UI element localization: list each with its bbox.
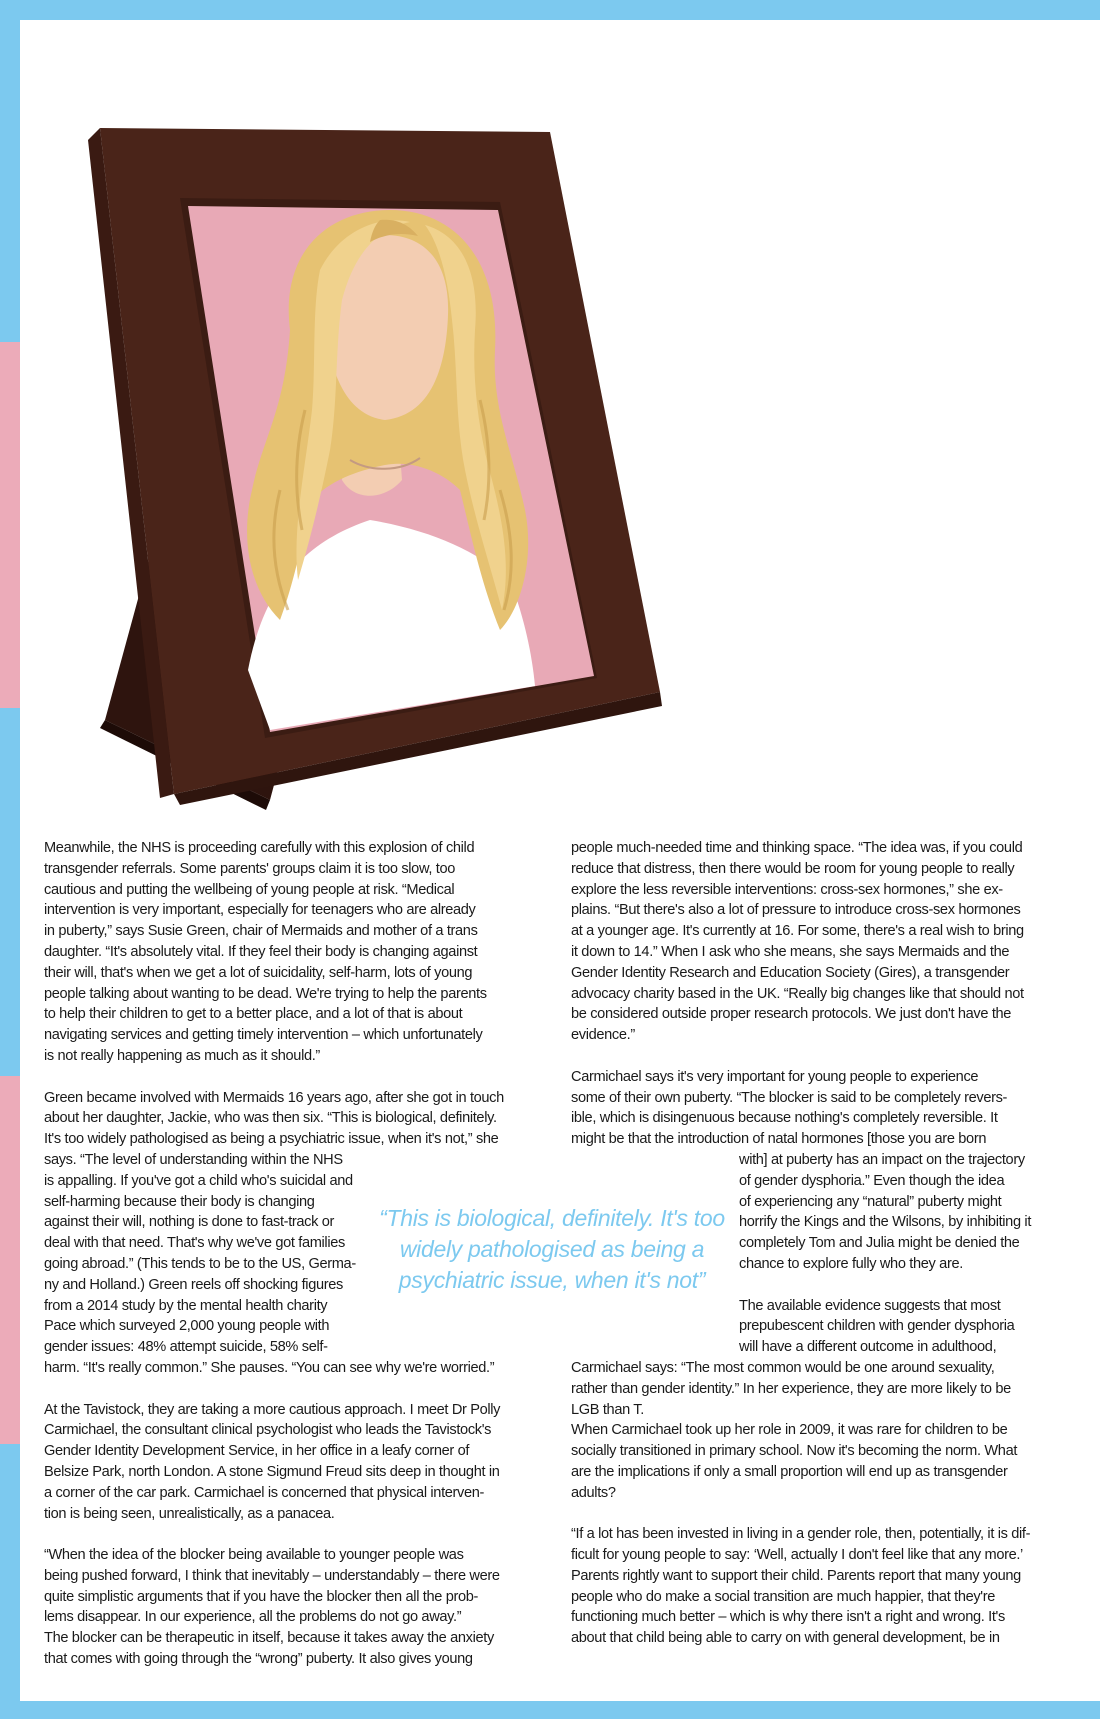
text-line: chance to explore fully who they are. [739, 1255, 963, 1272]
text-line: LGB than T. [571, 1401, 644, 1418]
text-line: of experiencing any “natural” puberty might [739, 1193, 1002, 1210]
article-paragraph: Green became involved with Mermaids 16 years ago, after she got in touch about her daughter, Jackie, who was then six. “This is biological, definitely. It's too widely pathologised as being a psychiatric issue, when it's not,” she says. “The level of understanding within the NHS is appalling. If you've got a child who's suicidal and self-harming because their body is changing against their will, nothing is done to fast-track or deal with that need. That's why we've got families going abroad.” (This tends to be to the US, Germa- ny and Holland.) Green reels off shocking figures from a 2014 study by the mental health charity Pace which surveyed 2,000 young people with gender issues: 48% attempt suicide, 58% self- harm. “It's really common.” She pauses. “You can see why we're worried.” [44, 1089, 504, 1376]
text-line: of gender dysphoria.” Even though the idea [739, 1172, 1005, 1189]
text-line: The available evidence suggests that most [739, 1297, 1001, 1314]
text-line: are the implications if only a small proportion will end up as transgender [571, 1463, 1008, 1480]
article-paragraph [571, 1296, 1058, 1504]
text-line: completely Tom and Julia might be denied the [739, 1235, 1020, 1252]
article-paragraph: “If a lot has been invested in living in a gender role, then, potentially, it is dif- ficult for young people to say: ‘Well, actually I don't feel like that any more.’ Parents rightly want to support their child. Parents report that many young people who do make a social transition are much happier, that they're functioning much better – which is why there isn't a right and wrong. It's about that child being able to carry on with general development, be in [571, 1526, 1031, 1647]
article-paragraph: At the Tavistock, they are taking a more cautious approach. I meet Dr Polly Carmichael, the consultant clinical psychologist who leads the Tavistock's Gender Identity Development Service, in her office in a leafy corner of Belsize Park, north London. A stone Sigmund Freud sits deep in thought in a corner of the car park. Carmichael is concerned that physical interven- tion is being seen, unrealistically, as a panacea. [44, 1401, 501, 1522]
text-line: Carmichael says: “The most common would be one around sexuality, [571, 1359, 995, 1376]
text-line: prepubescent children with gender dysphoria [739, 1318, 1015, 1335]
article-paragraph: “When the idea of the blocker being available to younger people was being pushed forward, I think that inevitably – understandably – there were quite simplistic arguments that if you have the blocker then all the prob- lems disappear. In our experience, all the problems do not go away.” The blocker can be therapeutic in itself, because it takes away the anxiety that comes with going through the “wrong” puberty. It also gives young [44, 1547, 500, 1668]
text-line: some of their own puberty. “The blocker is said to be completely revers- [571, 1089, 1008, 1106]
article-paragraph: Meanwhile, the NHS is proceeding carefully with this explosion of child transgender referrals. Some parents' groups claim it is too slow, too cautious and putting the wellbeing of young people at risk. “Medical intervention is very important, especially for teenagers who are already in puberty,” says Susie Green, chair of Mermaids and mother of a trans daughter. “It's absolutely vital. If they feel their body is changing against their will, that's when we get a lot of suicidality, self-harm, lots of young people talking about wanting to be dead. We're trying to help the parents to help their children to get to a better place, and a lot of that is about navigating services and getting timely intervention – which unfortunately is not really happening as much as it should.” [44, 840, 487, 1064]
article-paragraph: people much-needed time and thinking space. “The idea was, if you could reduce that distress, then there would be room for young people to really explore the less reversible interventions: cross-sex hormones,” she ex- plains. “But there's also a lot of pressure to introduce cross-sex hormones at a younger age. It's currently at 16. For some, there's a real wish to bring it down to 14.” When I ask who she means, she says Mermaids and the Gender Identity Research and Education Society (Gires), a transgender advocacy charity based in the UK. “Really big changes like that should not be considered outside proper research protocols. We just don't have the evidence.” [571, 840, 1024, 1044]
text-line: socially transitioned in primary school. Now it's becoming the norm. What [571, 1443, 1018, 1460]
text-line: will have a different outcome in adulthood, [739, 1339, 997, 1356]
text-line: Carmichael says it's very important for young people to experience [571, 1068, 979, 1085]
text-line: ible, which is disingenuous because nothing's completely reversible. It [571, 1110, 998, 1127]
text-line: adults? [571, 1484, 616, 1501]
text-line: might be that the introduction of natal hormones [those you are born [571, 1131, 987, 1148]
text-line: When Carmichael took up her role in 2009, it was rare for children to be [571, 1422, 1008, 1439]
pull-quote: “This is biological, definitely. It's too widely pathologised as being a psychiatric issue, when it's not” [379, 1205, 725, 1293]
framed-portrait-illustration [80, 110, 680, 810]
text-line: with] at puberty has an impact on the trajectory [739, 1151, 1025, 1168]
text-line: rather than gender identity.” In her experience, they are more likely to be [571, 1380, 1011, 1397]
pink-edge-accent [0, 1076, 20, 1444]
text-line: horrify the Kings and the Wilsons, by inhibiting it [739, 1214, 1032, 1231]
pink-edge-accent [0, 342, 20, 708]
